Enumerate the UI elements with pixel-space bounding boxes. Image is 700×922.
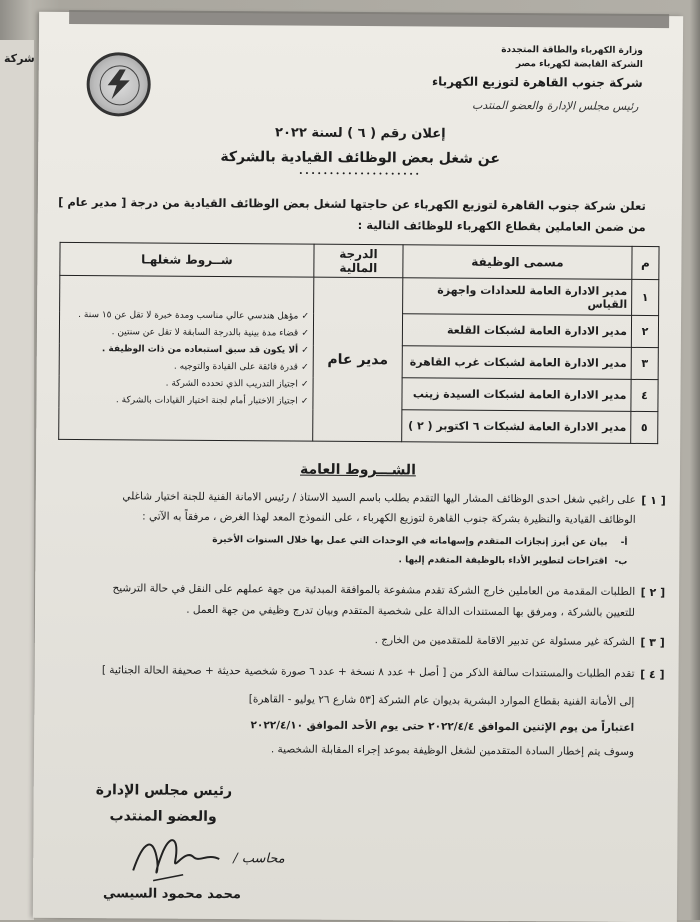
adjacent-paper [0, 40, 34, 920]
adjacent-paper-text: شركة [4, 52, 35, 65]
holding-line: الشركة القابضة لكهرباء مصر [515, 59, 643, 70]
company-line: شركة جنوب القاهرة لتوزيع الكهرباء [431, 74, 643, 90]
conditions-list [63, 306, 309, 410]
signatory-name: محمد محمود السيسي [102, 886, 241, 903]
general-heading: الشـــروط العامة [299, 461, 416, 479]
item-3-line-1: الشركة غير مسئولة عن تدبير الاقامة للمتقدمين من الخارج . [374, 634, 635, 648]
signature-title-1: رئيس مجلس الإدارة [95, 782, 233, 800]
announcement-title: إعلان رقم ( ٦ ) لسنة ٢٠٢٢ [275, 125, 446, 142]
row-num: ٥ [631, 411, 658, 443]
intro-line-2: من ضمن العاملين بقطاع الكهرباء للوظائف التالية : [357, 217, 646, 235]
item-1-line-1: على راغبي شغل احدى الوظائف المشار اليها التقدم بطلب باسم السيد الاستاذ / رئيس الامانة الفنية للجنة اختيار شاغلي [122, 490, 636, 506]
sub-item-b: اقتراحات لتطوير الأداء بالوظيفة المتقدم إليها . [398, 555, 608, 567]
row-num: ٢ [631, 315, 658, 347]
item-2-line-2: للتعيين بالشركة ، ومرفق بها المستندات الدالة على شخصية المتقدم وبيان تدرج وظيفي من جهة العمل . [186, 603, 636, 619]
condition-item: ✓ اجتياز التدريب الذي تحدده الشركة . [64, 374, 309, 393]
item-number: [ ١ ] [641, 493, 666, 508]
row-num: ١ [632, 279, 659, 315]
handwritten-header-note: رئيس مجلس الإدارة والعضو المنتدب [471, 98, 639, 113]
item-4-line-1: تقدم الطلبات والمستندات سالفة الذكر من [ أصل + عدد ٨ نسخة + عدد ٦ صورة شخصية حديثة + صحيفة الحالة الجنائية ] [101, 664, 635, 680]
sub-mark: أ- [620, 537, 628, 548]
header-job: مسمى الوظيفة [403, 245, 632, 280]
row-job: مدير الادارة العامة لشبكات غرب القاهرة [402, 346, 631, 380]
jobs-table [58, 242, 659, 444]
signature-prefix: محاسب / [233, 851, 285, 867]
condition-item: ✓ قدرة فائقة على القيادة والتوجيه . [64, 357, 309, 376]
item-4-line-2: إلى الأمانة الفنية بقطاع الموارد البشرية بديوان عام الشركة [٥٣ شارع ٢٦ يوليو - القاهرة] [248, 693, 635, 708]
row-job: مدير الادارة العامة لشبكات القلعة [402, 314, 631, 348]
handwritten-signature [123, 830, 233, 891]
row-job: مدير الادارة العامة لشبكات ٦ اكتوبر ( ٢ ) [402, 410, 631, 444]
row-job: مدير الادارة العامة لشبكات السيدة زينب [402, 378, 631, 412]
item-number: [ ٣ ] [640, 635, 665, 650]
table-header-row [60, 242, 659, 279]
company-logo [86, 52, 150, 116]
signature-title-2: والعضو المنتدب [109, 808, 217, 826]
condition-item: ✓ قضاء مدة بينية بالدرجة السابقة لا تقل عن سنتين . [64, 323, 309, 342]
item-1-line-2: الوظائف القيادية والنظيرة بشركة جنوب القاهرة لتوزيع الكهرباء ، على النموذج المعد لهذا الغرض ، مرفقاً به الآتي : [142, 510, 636, 526]
item-number: [ ٢ ] [640, 585, 666, 600]
announcement-sheet [33, 12, 683, 922]
header-grade: الدرجة المالية [314, 244, 403, 278]
item-4-line-4: وسوف يتم إخطار السادة المتقدمين لشغل الوظيفة بموعد إجراء المقابلة الشخصية . [270, 743, 635, 758]
sub-mark: ب- [614, 556, 628, 567]
condition-item: ✓ اجتياز الاختبار أمام لجنة اختيار القيادات بالشركة . [63, 391, 308, 410]
condition-item: ✓ مؤهل هندسي عالي مناسب ومدة خبرة لا تقل عن ١٥ سنة . [64, 306, 309, 325]
conditions-cell [59, 275, 314, 441]
item-4-line-3: اعتباراً من يوم الإثنين الموافق ٢٠٢٢/٤/٤ حتى يوم الأحد الموافق ٢٠٢٢/٤/١٠ [250, 719, 635, 734]
row-job: مدير الادارة العامة للعدادات واجهزة القياس [403, 278, 632, 316]
header-num: م [632, 246, 659, 279]
item-number: [ ٤ ] [640, 667, 665, 682]
ministry-line: وزارة الكهرباء والطاقة المتجددة [501, 44, 643, 56]
grade-cell: مدير عام [313, 277, 403, 442]
table-row [60, 275, 659, 315]
row-num: ٤ [631, 379, 658, 411]
announcement-subtitle: عن شغل بعض الوظائف القيادية بالشركة [220, 149, 500, 167]
sub-item-a: بيان عن أبرز إنجازات المتقدم وإسهاماته في الوحدات التي عمل بها خلال السنوات الأخيرة [212, 534, 608, 548]
lightning-icon [102, 69, 136, 99]
title-dots: •••••••••••••••••••• [298, 169, 422, 179]
item-2-line-1: الطلبات المقدمة من العاملين خارج الشركة تقدم مشفوعة بالموافقة المبدئية من جهة عملهم على النقل في حالة الترشيح [112, 582, 636, 598]
row-num: ٣ [631, 347, 658, 379]
header-conditions: شــروط شغلهـا [60, 242, 314, 277]
tape-strip [69, 10, 669, 28]
intro-line-1: تعلن شركة جنوب القاهرة لتوزيع الكهرباء عن حاجتها لشغل بعض الوظائف القيادية من درجة [ مدير عام ] [58, 194, 646, 214]
condition-item: ✓ ألا يكون قد سبق استبعاده من ذات الوظيفة . [64, 340, 309, 359]
